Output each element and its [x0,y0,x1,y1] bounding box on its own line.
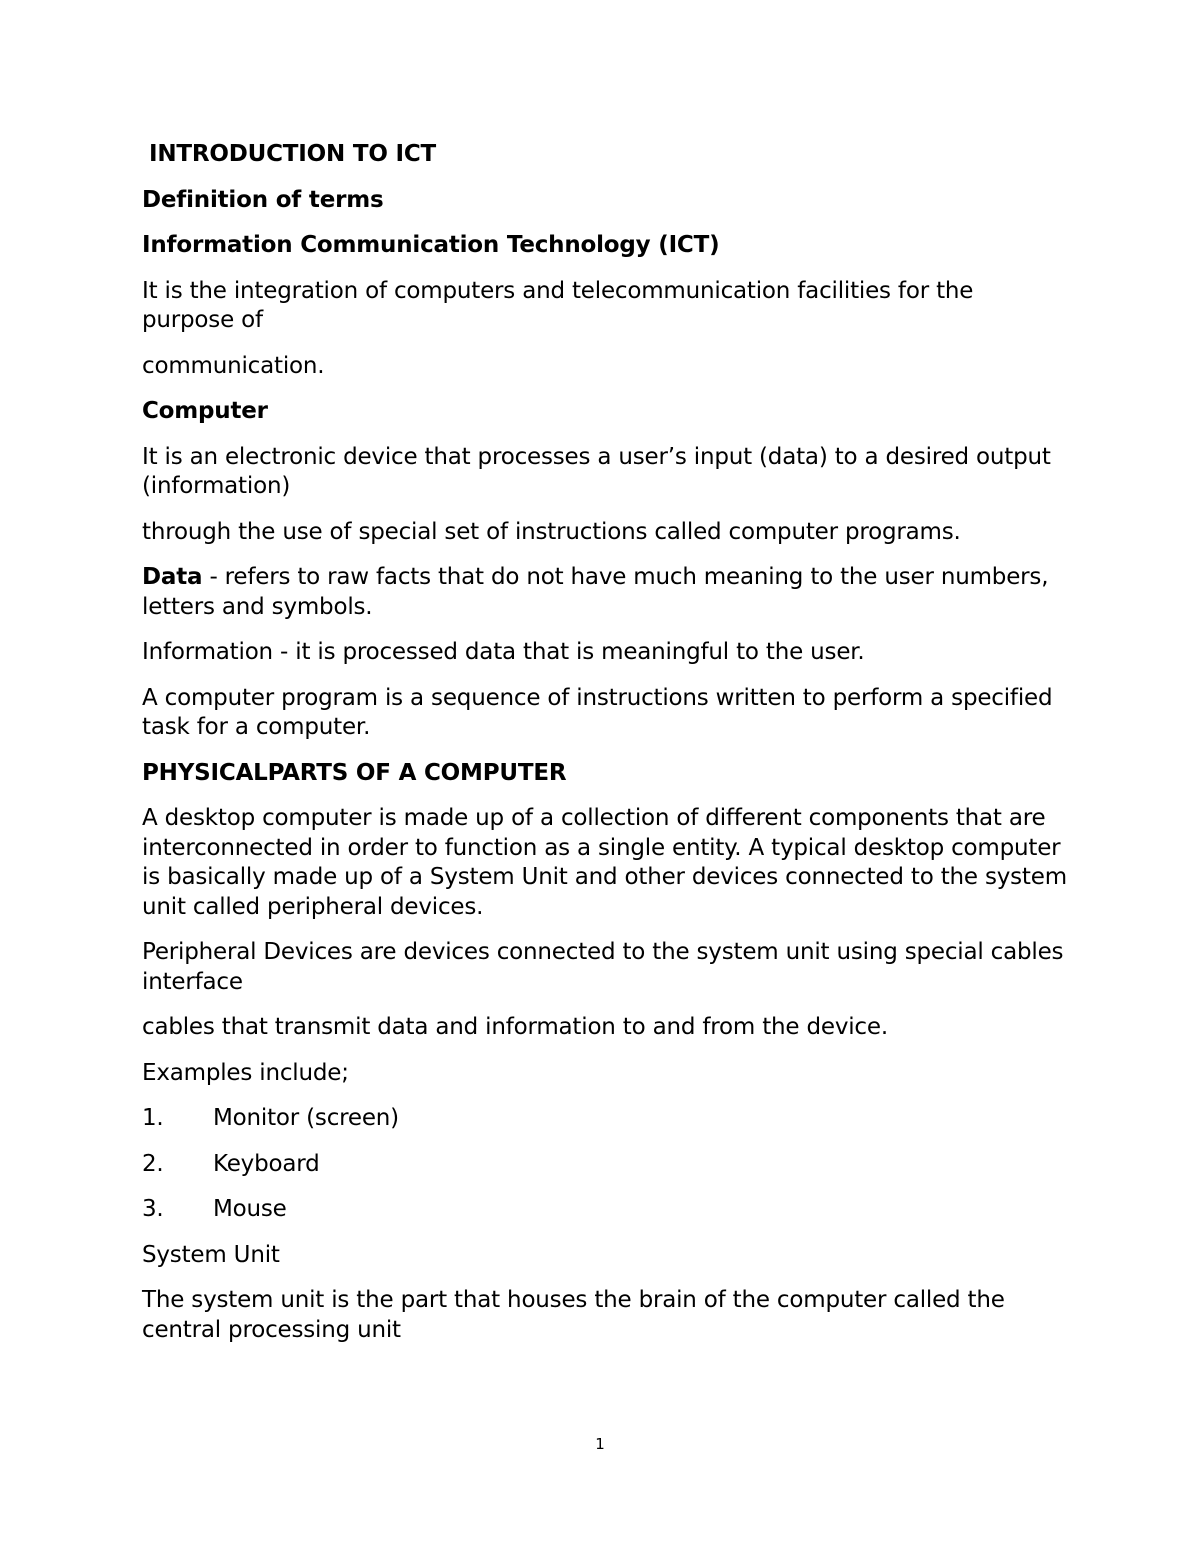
definition-heading: Definition of terms [142,186,384,213]
list-item [142,1104,1072,1134]
computer-heading: Computer [142,398,268,424]
physical-parts-heading: PHYSICALPARTS OF A COMPUTER [142,759,567,786]
list-text: Monitor (screen) [213,1105,399,1131]
peripheral-paragraph-continuation: cables that transmit data and information to and from the device. [142,1014,888,1040]
list-number: 3. [142,1196,164,1222]
ict-paragraph-continuation: communication. [142,352,325,379]
data-definition-text: - refers to raw facts that do not have much meaning to the user numbers, letters and symbols. [142,564,1049,620]
list-text: Mouse [213,1196,287,1222]
examples-intro: Examples include; [142,1059,349,1086]
peripheral-paragraph: Peripheral Devices are devices connected to the system unit using special cables interface [142,939,1064,995]
data-definition [142,563,1072,622]
physical-parts-paragraph: A desktop computer is made up of a collection of different components that are interconnected in order to function as a single entity. A typical desktop computer is basically made up of a System Unit and other devices connected to the system unit called peripheral devices. [142,805,1067,920]
list-number: 1. [142,1105,164,1131]
list-item [142,1195,1072,1225]
data-term: Data [142,564,203,590]
document-page [142,140,1072,1361]
list-item [142,1150,1072,1180]
computer-paragraph: It is an electronic device that processes a user’s input (data) to a desired output (information) [142,443,1051,499]
system-unit-heading: System Unit [142,1241,280,1268]
list-number: 2. [142,1150,164,1177]
computer-paragraph-continuation: through the use of special set of instructions called computer programs. [142,518,961,545]
program-definition: A computer program is a sequence of instructions written to perform a specified task for a computer. [142,684,1053,740]
system-unit-paragraph: The system unit is the part that houses the brain of the computer called the central processing unit [142,1287,1005,1343]
information-definition: Information - it is processed data that is meaningful to the user. [142,639,865,665]
ict-paragraph: It is the integration of computers and telecommunication facilities for the purpose of [142,277,974,333]
ict-heading: Information Communication Technology (ICT) [142,232,720,258]
document-title: INTRODUCTION TO ICT [149,141,437,167]
list-text: Keyboard [213,1150,320,1177]
page-number: 1 [595,1435,605,1453]
